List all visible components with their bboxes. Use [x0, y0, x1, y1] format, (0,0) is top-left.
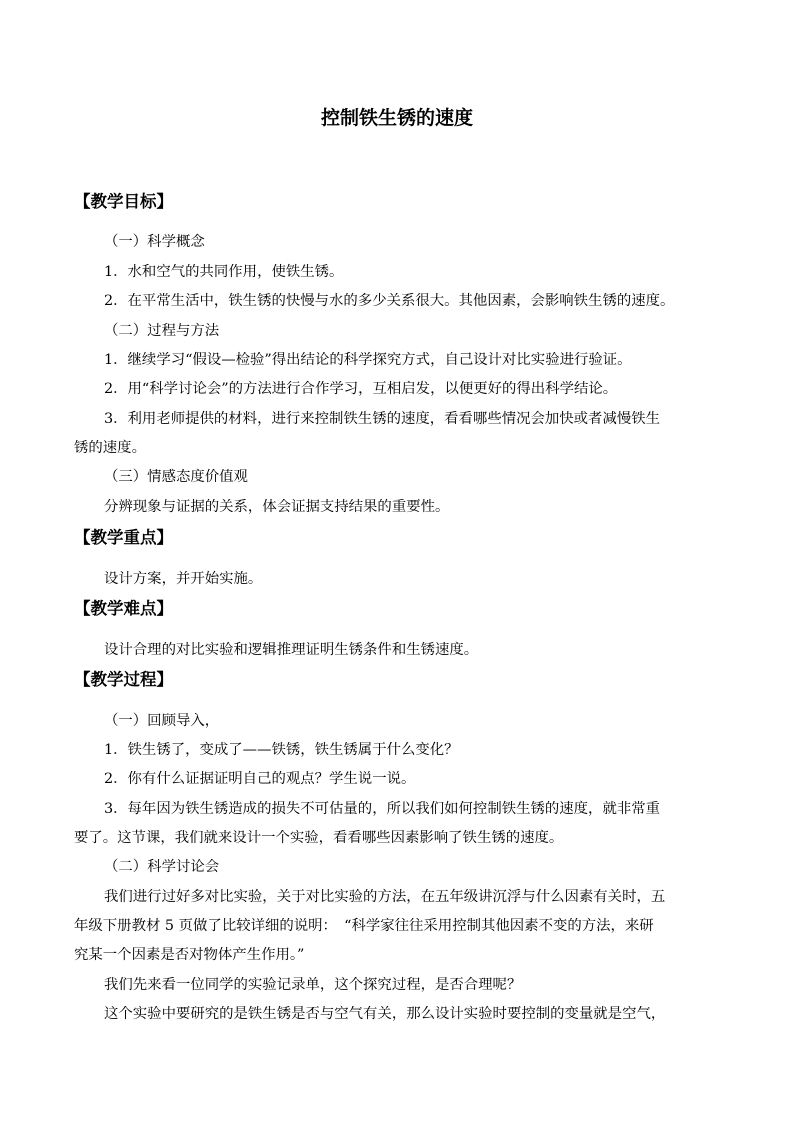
- paragraph-line: 3．利用老师提供的材料，进行来控制铁生锈的速度，看看哪些情况会加快或者减慢铁生: [104, 411, 661, 427]
- paragraph-line: 3．每年因为铁生锈造成的损失不可估量的，所以我们如何控制铁生锈的速度，就非常重: [104, 801, 661, 817]
- subheading-science-concept: （一）科学概念: [104, 234, 205, 250]
- paragraph-line: 究某一个因素是否对物体产生作用。”: [74, 947, 305, 963]
- paragraph-line: 2．在平常生活中，铁生锈的快慢与水的多少关系很大。其他因素，会影响铁生锈的速度。: [104, 293, 675, 309]
- paragraph-line: 我们先来看一位同学的实验记录单，这个探究过程，是否合理呢？: [104, 977, 522, 993]
- section-heading-key-points: 【教学重点】: [74, 528, 173, 547]
- paragraph-line: 分辨现象与证据的关系，体会证据支持结果的重要性。: [104, 499, 450, 515]
- subheading-process-method: （二）过程与方法: [104, 323, 220, 339]
- section-heading-difficulties: 【教学难点】: [74, 599, 173, 618]
- section-heading-process: 【教学过程】: [74, 670, 173, 689]
- paragraph-line: 这个实验中要研究的是铁生锈是否与空气有关，那么设计实验时要控制的变量就是空气，: [104, 1006, 666, 1022]
- subheading-science-discussion: （二）科学讨论会: [104, 859, 220, 875]
- subheading-attitude-values: （三）情感态度价值观: [104, 469, 248, 485]
- page-title: 控制铁生锈的速度: [320, 107, 473, 129]
- paragraph-line: 我们进行过好多对比实验，关于对比实验的方法，在五年级讲沉浮与什么因素有关时，五: [104, 889, 666, 905]
- paragraph-line: 1．继续学习“假设—检验”得出结论的科学探究方式，自己设计对比实验进行验证。: [104, 352, 632, 368]
- paragraph-line: 2．用“科学讨论会”的方法进行合作学习，互相启发，以便更好的得出科学结论。: [104, 381, 618, 397]
- paragraph-line: 锈的速度。: [74, 440, 146, 456]
- paragraph-line: 要了。这节课，我们就来设计一个实验，看看哪些因素影响了铁生锈的速度。: [74, 830, 564, 846]
- section-heading-objectives: 【教学目标】: [74, 192, 173, 211]
- subheading-review-intro: （一）回顾导入，: [104, 713, 220, 729]
- paragraph-line: 2．你有什么证据证明自己的观点？学生说一说。: [104, 771, 416, 787]
- paragraph-line: 1．水和空气的共同作用，使铁生锈。: [104, 264, 344, 280]
- paragraph-line: 设计合理的对比实验和逻辑推理证明生锈条件和生锈速度。: [104, 642, 479, 658]
- paragraph-line: 设计方案，并开始实施。: [104, 571, 263, 587]
- paragraph-line: 1．铁生锈了，变成了——铁锈，铁生锈属于什么变化？: [104, 742, 459, 758]
- paragraph-line: 年级下册教材 5 页做了比较详细的说明： “科学家往往采用控制其他因素不变的方法，来研: [74, 918, 654, 934]
